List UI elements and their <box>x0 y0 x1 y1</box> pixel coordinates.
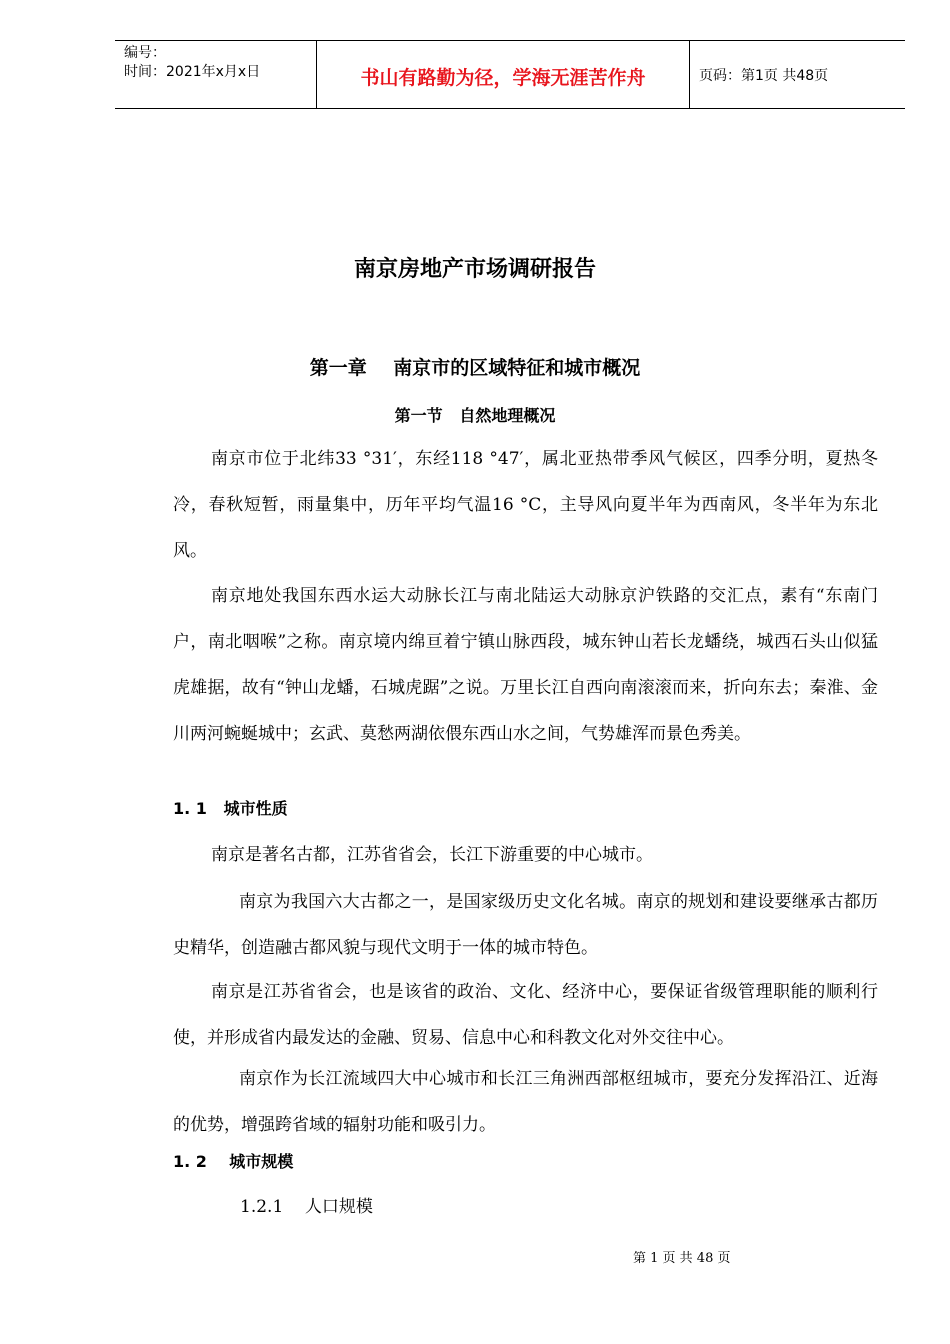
page-footer: 第 1 页 共 48 页 <box>633 1251 731 1266</box>
paragraph: 南京是著名古都，江苏省省会，长江下游重要的中心城市。 <box>211 845 653 865</box>
paragraph: 南京为我国六大古都之一，是国家级历史文化名城。南京的规划和建设要继承古都历史精华，创造融古都风貌与现代文明于一体的城市特色。 <box>173 892 878 958</box>
header-divider <box>689 41 690 108</box>
header-meta <box>124 44 260 82</box>
header-table <box>115 40 905 109</box>
header-motto: 书山有路勤为径，学海无涯苦作舟 <box>360 67 646 89</box>
paragraph: 南京作为长江流域四大中心城市和长江三角洲西部枢纽城市，要充分发挥沿江、近海的优势，增强跨省域的辐射功能和吸引力。 <box>173 1069 878 1135</box>
number-label: 编号： <box>124 45 166 61</box>
subsection-heading: 1. 1 城市性质 <box>173 799 288 818</box>
paragraph: 南京是江苏省省会，也是该省的政治、文化、经济中心，要保证省级管理职能的顺利行使，并形成省内最发达的金融、贸易、信息中心和科教文化对外交往中心。 <box>173 982 878 1048</box>
paragraph: 南京市位于北纬33 °31′，东经118 °47′，属北亚热带季风气候区，四季分明，夏热冬冷，春秋短暂，雨量集中，历年平均气温16 °C，主导风向夏半年为西南风，冬半年为东北风。 <box>173 449 878 561</box>
time-label: 时间：2021年x月x日 <box>124 64 261 80</box>
header-page-info: 页码：第1页 共48页 <box>699 68 829 84</box>
section-heading: 第一节 自然地理概况 <box>394 406 556 425</box>
document-title: 南京房地产市场调研报告 <box>353 257 596 282</box>
paragraph: 南京地处我国东西水运大动脉长江与南北陆运大动脉京沪铁路的交汇点，素有“东南门户，南北咽喉”之称。南京境内绵亘着宁镇山脉西段，城东钟山若长龙蟠绕，城西石头山似猛虎雄据，故有“钟山龙蟠，石城虎踞”之说。万里长江自西向南滚滚而来，折向东去；秦淮、金川两河蜿蜒城中；玄武、莫愁两湖依偎东西山水之间，气势雄浑而景色秀美。 <box>173 586 878 744</box>
subsection-heading: 1. 2 城市规模 <box>173 1152 294 1171</box>
chapter-heading: 第一章 南京市的区域特征和城市概况 <box>309 357 641 379</box>
sub-subsection-heading: 1.2.1 人口规模 <box>240 1197 373 1217</box>
